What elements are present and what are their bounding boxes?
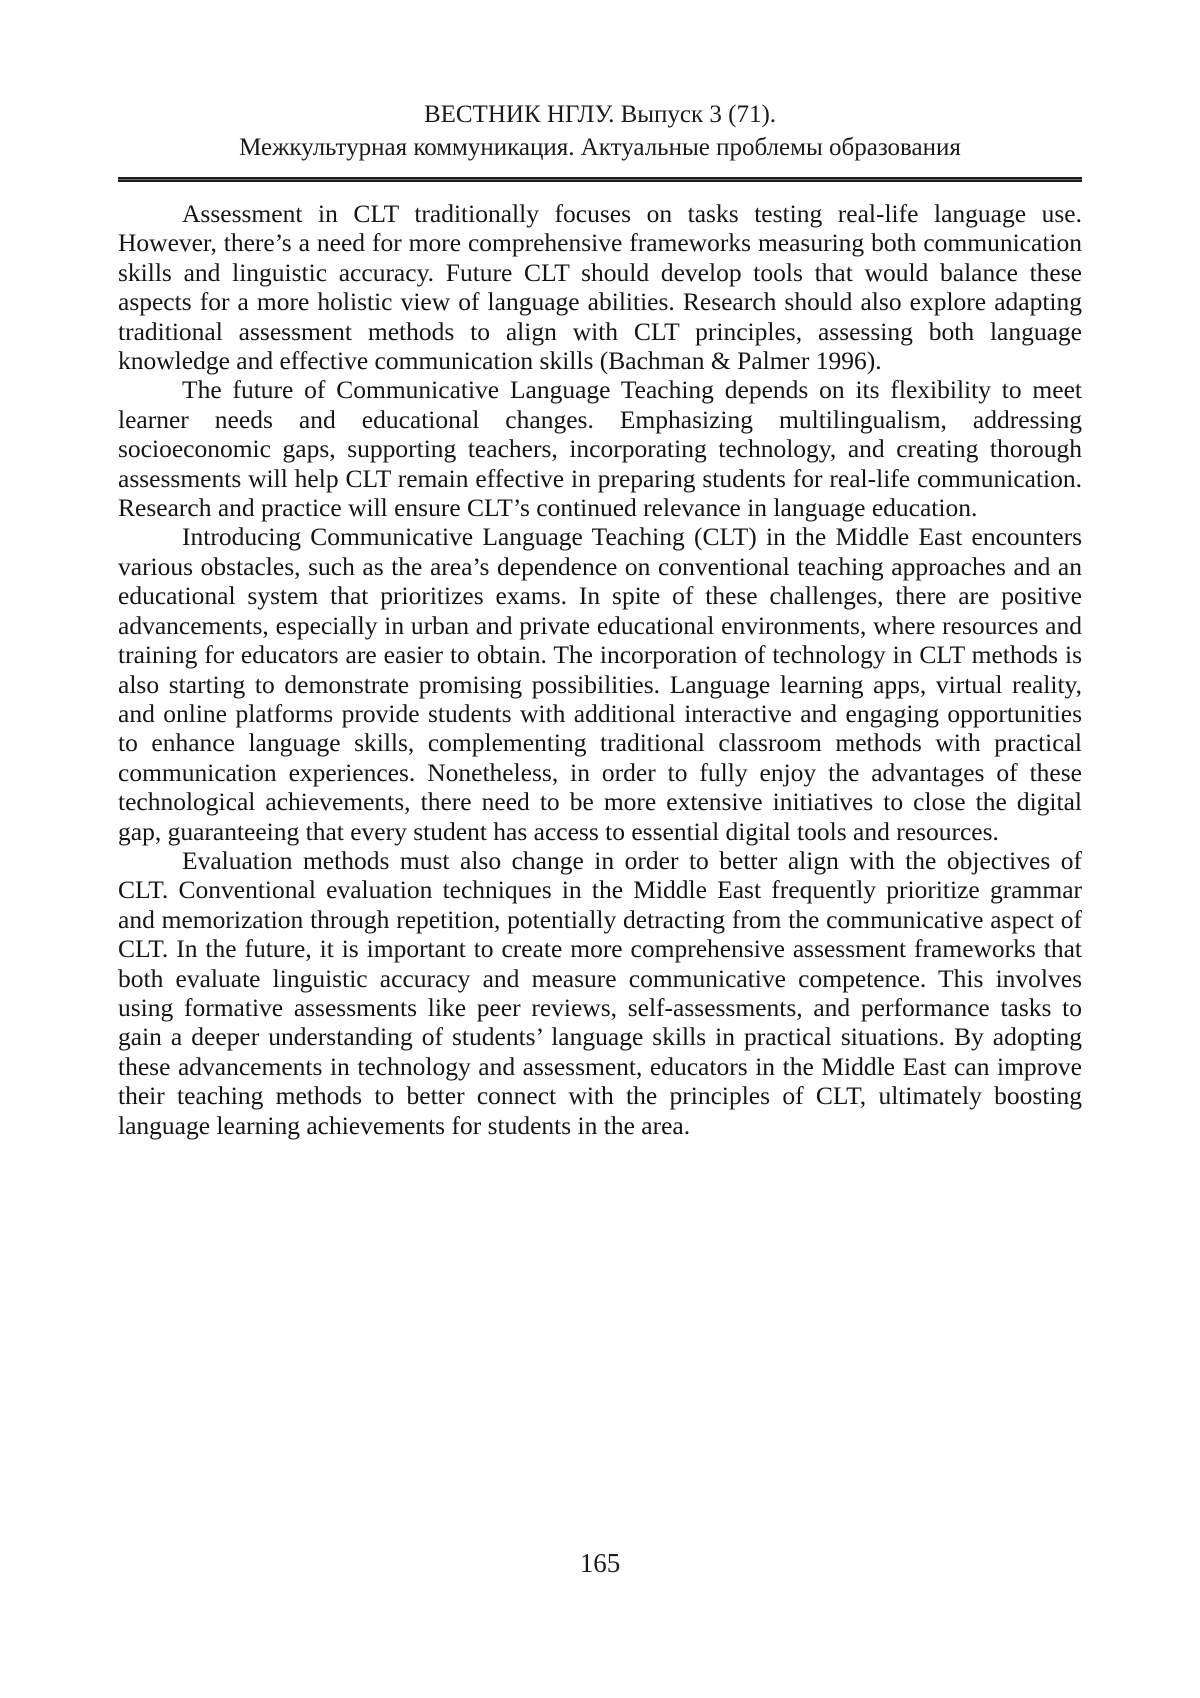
article-body bbox=[118, 199, 1082, 1140]
paragraph-middle-east-obstacles: Introducing Communicative Language Teaching (CLT) in the Middle East encounters various obstacles, such as the area’s dependence on conventional teaching approaches and an educational system that prioritizes exams. In spite of these challenges, there are positive advancements, especially in urban and private educational environments, where resources and training for educators are easier to obtain. The incorporation of technology in CLT methods is also starting to demonstrate promising possibilities. Language learning apps, virtual reality, and online platforms provide students with additional interactive and engaging opportunities to enhance language skills, complementing traditional classroom methods with practical communication experiences. Nonetheless, in order to fully enjoy the advantages of these technological achievements, there need to be more extensive initiatives to close the digital gap, guaranteeing that every student has access to essential digital tools and resources. bbox=[118, 522, 1082, 846]
journal-subtitle: Межкультурная коммуникация. Актуальные проблемы образования bbox=[239, 134, 961, 161]
page-number: 165 bbox=[579, 1548, 621, 1578]
paragraph-evaluation-methods: Evaluation methods must also change in order to better align with the objectives of CLT. Conventional evaluation techniques in the Middle East frequently prioritize grammar and memorization through repetition, potentially detracting from the communicative aspect of CLT. In the future, it is important to create more comprehensive assessment frameworks that both evaluate linguistic accuracy and measure communicative competence. This involves using formative assessments like peer reviews, self-assessments, and performance tasks to gain a deeper understanding of students’ language skills in practical situations. By adopting these advancements in technology and assessment, educators in the Middle East can improve their teaching methods to better connect with the principles of CLT, ultimately boosting language learning achievements for students in the area. bbox=[118, 845, 1082, 1140]
running-head bbox=[118, 98, 1082, 182]
journal-title: ВЕСТНИК НГЛУ. Выпуск 3 (71). bbox=[423, 101, 777, 128]
paragraph-assessment: Assessment in CLT traditionally focuses on tasks testing real-life language use. However, there’s a need for more comprehensive frameworks measuring both communication skills and linguistic accuracy. Future CLT should develop tools that would balance these aspects for a more holistic view of language abilities. Research should also explore adapting traditional assessment methods to align with CLT principles, assessing both language knowledge and effective communication skills (Bachman & Palmer 1996). bbox=[118, 199, 1082, 376]
header-rule bbox=[118, 177, 1082, 182]
page-footer bbox=[0, 1548, 1200, 1579]
paragraph-future-of-clt: The future of Communicative Language Teaching depends on its flexibility to meet learner needs and educational changes. Emphasizing multilingualism, addressing socioeconomic gaps, supporting teachers, incorporating technology, and creating thorough assessments will help CLT remain effective in preparing students for real-life communication. Research and practice will ensure CLT’s continued relevance in language education. bbox=[118, 375, 1082, 523]
